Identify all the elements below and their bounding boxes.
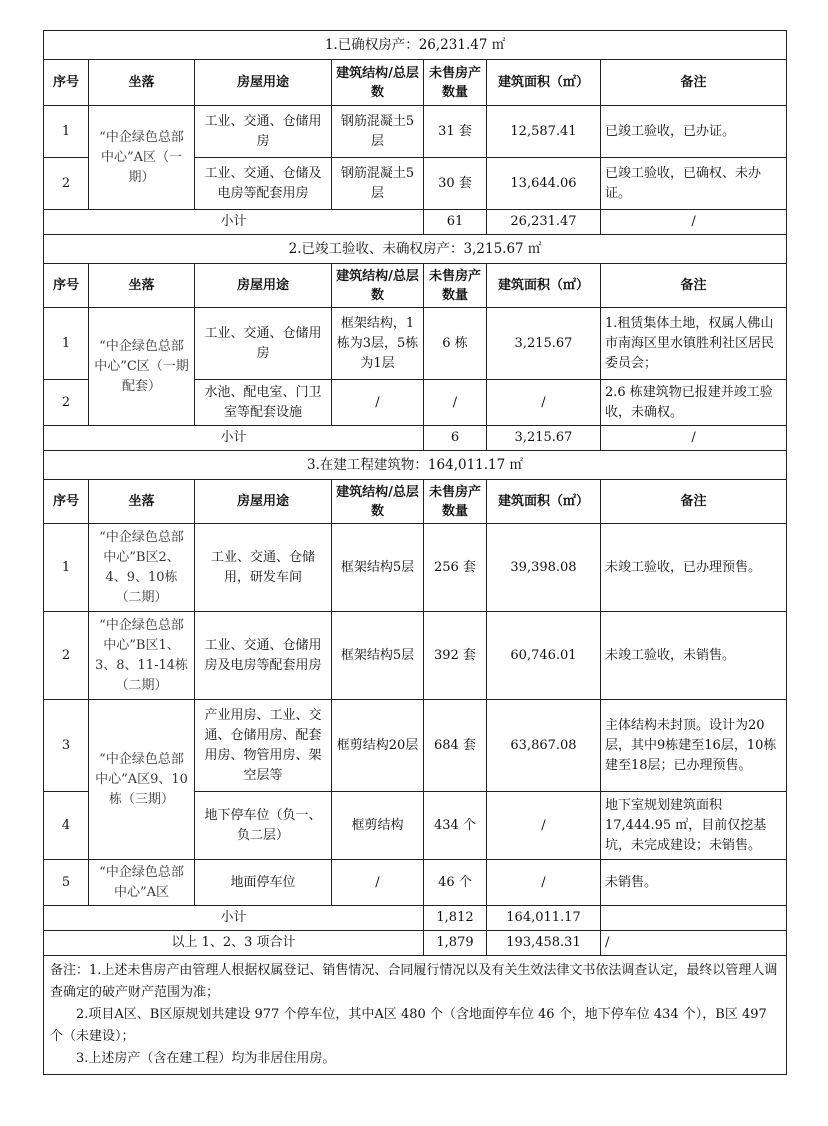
cell-count: 434 个 — [424, 792, 487, 860]
cell-location: “中企绿色总部中心”A区 — [89, 860, 195, 906]
cell-remark: 地下室规划建筑面积17,444.95 ㎡，目前仅挖基坑，未完成建设；未销售。 — [601, 792, 787, 860]
subtotal-label: 小计 — [44, 210, 424, 235]
header-structure: 建筑结构/总层数 — [332, 264, 424, 308]
header-location: 坐落 — [89, 264, 195, 308]
table-row — [44, 308, 787, 380]
subtotal-count: 1,812 — [424, 906, 487, 931]
table-row — [44, 860, 787, 906]
cell-seq: 1 — [44, 524, 89, 612]
cell-remark: 已竣工验收，已办证。 — [601, 106, 787, 158]
cell-use: 水池、配电室、门卫室等配套设施 — [195, 380, 332, 426]
notes-row — [44, 956, 787, 1075]
header-count: 未售房产数量 — [424, 480, 487, 524]
cell-structure: 框架结构5层 — [332, 612, 424, 700]
cell-count: / — [424, 380, 487, 426]
cell-location: “中企绿色总部中心”C区（一期配套） — [89, 308, 195, 426]
section-1-title-row — [44, 31, 787, 60]
subtotal-row — [44, 210, 787, 235]
total-remark: / — [601, 931, 787, 956]
subtotal-area: 26,231.47 — [487, 210, 601, 235]
cell-use: 工业、交通、仓储用房 — [195, 106, 332, 158]
cell-area: / — [487, 860, 601, 906]
section-3-header-row — [44, 480, 787, 524]
header-area: 建筑面积（㎡） — [487, 480, 601, 524]
cell-area: 12,587.41 — [487, 106, 601, 158]
section-2-title: 2.已竣工验收、未确权房产：3,215.67 ㎡ — [44, 235, 787, 264]
cell-count: 256 套 — [424, 524, 487, 612]
cell-area: 13,644.06 — [487, 158, 601, 210]
cell-count: 392 套 — [424, 612, 487, 700]
cell-count: 31 套 — [424, 106, 487, 158]
header-count: 未售房产数量 — [424, 60, 487, 106]
cell-use: 工业、交通、仓储及电房等配套用房 — [195, 158, 332, 210]
property-table — [43, 30, 787, 1075]
cell-remark: 已竣工验收，已确权、未办证。 — [601, 158, 787, 210]
cell-structure: 框架结构5层 — [332, 524, 424, 612]
table-row — [44, 524, 787, 612]
subtotal-count: 61 — [424, 210, 487, 235]
section-1-title: 1.已确权房产：26,231.47 ㎡ — [44, 31, 787, 60]
section-3-title: 3.在建工程建筑物：164,011.17 ㎡ — [44, 451, 787, 480]
cell-count: 6 栋 — [424, 308, 487, 380]
header-remark: 备注 — [601, 60, 787, 106]
cell-remark: 未销售。 — [601, 860, 787, 906]
cell-use: 工业、交通、仓储用房 — [195, 308, 332, 380]
table-row — [44, 700, 787, 792]
section-1-header-row — [44, 60, 787, 106]
cell-seq: 1 — [44, 106, 89, 158]
cell-seq: 5 — [44, 860, 89, 906]
subtotal-row — [44, 906, 787, 931]
section-3-title-row — [44, 451, 787, 480]
cell-seq: 4 — [44, 792, 89, 860]
notes-block — [44, 956, 787, 1075]
subtotal-area: 3,215.67 — [487, 426, 601, 451]
table-row — [44, 106, 787, 158]
header-location: 坐落 — [89, 480, 195, 524]
total-row — [44, 931, 787, 956]
header-count: 未售房产数量 — [424, 264, 487, 308]
subtotal-area: 164,011.17 — [487, 906, 601, 931]
cell-structure: 框剪结构20层 — [332, 700, 424, 792]
cell-location: “中企绿色总部中心”A区9、10栋（三期） — [89, 700, 195, 860]
header-seq: 序号 — [44, 480, 89, 524]
subtotal-label: 小计 — [44, 906, 424, 931]
cell-structure: / — [332, 860, 424, 906]
cell-count: 684 套 — [424, 700, 487, 792]
total-label: 以上 1、2、3 项合计 — [44, 931, 424, 956]
cell-remark: 主体结构未封顶。设计为20层，其中9栋建至16层，10栋建至18层；已办理预售。 — [601, 700, 787, 792]
header-remark: 备注 — [601, 264, 787, 308]
note-1: 备注：1.上述未售房产由管理人根据权属登记、销售情况、合同履行情况以及有关生效法律文书依法调查认定，最终以管理人调查确定的破产财产范围为准； — [50, 963, 778, 1000]
cell-use: 工业、交通、仓储用房及电房等配套用房 — [195, 612, 332, 700]
header-remark: 备注 — [601, 480, 787, 524]
cell-area: / — [487, 380, 601, 426]
cell-remark: 1.租赁集体土地，权属人佛山市南海区里水镇胜利社区居民委员会； — [601, 308, 787, 380]
header-location: 坐落 — [89, 60, 195, 106]
cell-count: 30 套 — [424, 158, 487, 210]
cell-location: “中企绿色总部中心”B区2、4、9、10栋（二期） — [89, 524, 195, 612]
subtotal-label: 小计 — [44, 426, 424, 451]
cell-location: “中企绿色总部中心”B区1、3、8、11-14栋（二期） — [89, 612, 195, 700]
cell-count: 46 个 — [424, 860, 487, 906]
cell-remark: 未竣工验收，已办理预售。 — [601, 524, 787, 612]
cell-remark: 未竣工验收，未销售。 — [601, 612, 787, 700]
subtotal-row — [44, 426, 787, 451]
cell-use: 地面停车位 — [195, 860, 332, 906]
cell-use: 工业、交通、仓储用，研发车间 — [195, 524, 332, 612]
header-seq: 序号 — [44, 264, 89, 308]
cell-area: 39,398.08 — [487, 524, 601, 612]
cell-structure: / — [332, 380, 424, 426]
cell-area: 63,867.08 — [487, 700, 601, 792]
cell-area: / — [487, 792, 601, 860]
cell-remark: 2.6 栋建筑物已报建并竣工验收，未确权。 — [601, 380, 787, 426]
cell-structure: 钢筋混凝土5层 — [332, 106, 424, 158]
cell-seq: 2 — [44, 380, 89, 426]
header-seq: 序号 — [44, 60, 89, 106]
subtotal-count: 6 — [424, 426, 487, 451]
cell-structure: 钢筋混凝土5层 — [332, 158, 424, 210]
total-area: 193,458.31 — [487, 931, 601, 956]
subtotal-remark: / — [601, 210, 787, 235]
cell-structure: 框剪结构 — [332, 792, 424, 860]
note-3: 3.上述房产（含在建工程）均为非居住用房。 — [76, 1051, 336, 1066]
table-row — [44, 612, 787, 700]
cell-location: “中企绿色总部中心”A区（一期） — [89, 106, 195, 210]
header-use: 房屋用途 — [195, 264, 332, 308]
header-use: 房屋用途 — [195, 480, 332, 524]
header-structure: 建筑结构/总层数 — [332, 60, 424, 106]
cell-use: 产业用房、工业、交通、仓储用房、配套用房、物管用房、架空层等 — [195, 700, 332, 792]
section-2-header-row — [44, 264, 787, 308]
cell-area: 60,746.01 — [487, 612, 601, 700]
header-area: 建筑面积（㎡） — [487, 60, 601, 106]
cell-seq: 2 — [44, 158, 89, 210]
cell-use: 地下停车位（负一、负二层） — [195, 792, 332, 860]
cell-seq: 2 — [44, 612, 89, 700]
cell-area: 3,215.67 — [487, 308, 601, 380]
section-2-title-row — [44, 235, 787, 264]
header-structure: 建筑结构/总层数 — [332, 480, 424, 524]
subtotal-remark: / — [601, 426, 787, 451]
cell-seq: 3 — [44, 700, 89, 792]
header-area: 建筑面积（㎡） — [487, 264, 601, 308]
note-2: 2.项目A区、B区原规划共建设 977 个停车位，其中A区 480 个（含地面停车位 46 个，地下停车位 434 个），B区 497 个（未建设）； — [50, 1007, 767, 1044]
cell-structure: 框架结构，1栋为3层，5栋为1层 — [332, 308, 424, 380]
cell-seq: 1 — [44, 308, 89, 380]
header-use: 房屋用途 — [195, 60, 332, 106]
total-count: 1,879 — [424, 931, 487, 956]
